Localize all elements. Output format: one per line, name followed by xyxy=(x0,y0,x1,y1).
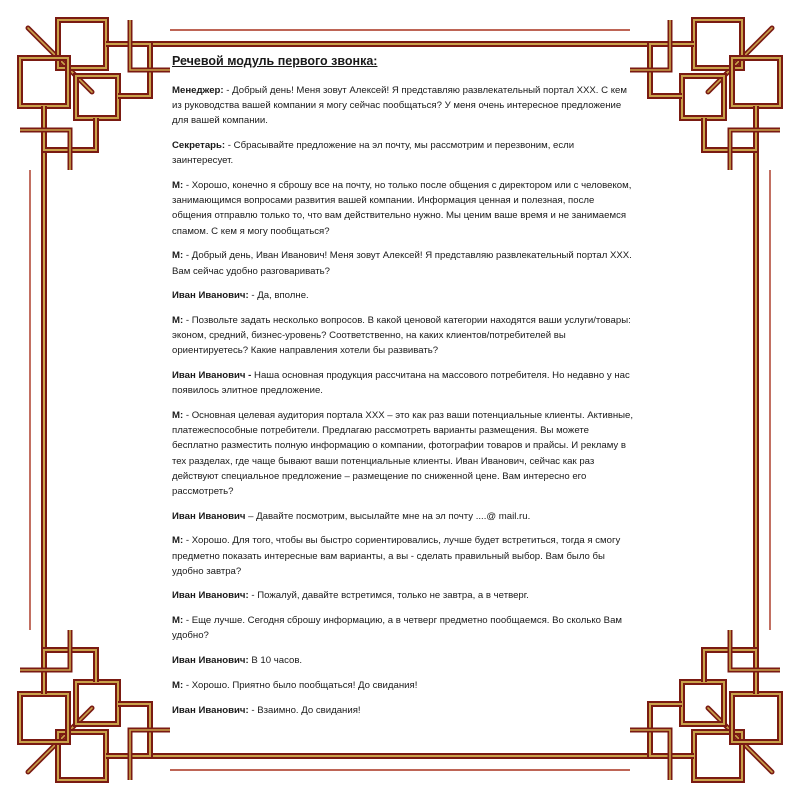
speech-text: - Еще лучше. Сегодня сброшу информацию, а в четверг предметно пообщаемся. Во сколько Вам удобно? xyxy=(172,615,623,642)
speech-text: - Позвольте задать несколько вопросов. В какой ценовой категории находятся ваши услуги/товары: эконом, средний, бизнес-уровень? Соответственно, на каких клиентов/потребителей вы ориентируетесь? Какие направления хотели бы развивать? xyxy=(172,314,631,357)
corner-ornament-bottom-right xyxy=(630,630,780,780)
dialogue-line xyxy=(172,509,634,524)
document-title: Речевой модуль первого звонка: xyxy=(172,54,378,68)
speaker-name: Иван Иванович - xyxy=(172,370,252,382)
speaker-name: Менеджер: xyxy=(172,85,224,96)
speaker-name: Секретарь: xyxy=(172,140,226,152)
speaker-name: Иван Иванович: xyxy=(172,590,249,602)
dialogue-line xyxy=(172,288,634,303)
speech-text: - Да, вполне. xyxy=(248,290,309,302)
dialogue-line xyxy=(172,368,634,398)
dialogue-line xyxy=(172,588,634,603)
speaker-name: М: xyxy=(172,314,184,326)
speaker-name: М: xyxy=(172,409,184,421)
speech-text: В 10 часов. xyxy=(248,655,303,667)
corner-ornament-top-left xyxy=(20,20,170,170)
speaker-name: М: xyxy=(172,535,184,547)
speech-text: - Пожалуй, давайте встретимся, только не завтра, а в четверг. xyxy=(248,590,529,602)
dialogue-line xyxy=(172,138,634,168)
speaker-name: Иван Иванович xyxy=(172,510,246,522)
dialogue-line xyxy=(172,248,634,278)
speech-text: - Сбрасывайте предложение на эл почту, мы рассмотрим и перезвоним, если заинтересует. xyxy=(172,140,575,167)
dialogue-line xyxy=(172,703,634,718)
corner-ornament-top-right xyxy=(630,20,780,170)
speech-text: - Основная целевая аудитория портала XXX – это как раз ваши потенциальные клиенты. Активные, платежеспособные потребители. Предлагаю рассмотреть варианты размещения. Вы можете бесплатно разместить полную информацию о компании, фотографии товаров и прайсы. И рекламу в тех разделах, где чаще бывают ваши потенциальные клиенты. Иван Иванович, сейчас как раз действуют специальное предложение – размещение по сниженной цене. Вам интересно его рассмотреть? xyxy=(172,409,634,497)
speech-text: - Добрый день, Иван Иванович! Меня зовут Алексей! Я представляю развлекательный портал XXX. Вам сейчас удобно разговаривать? xyxy=(172,250,632,277)
speech-text: - Хорошо, конечно я сброшу все на почту, но только после общения с директором или с человеком, занимающимся вопросами развития вашей компании. Информация ценная и полезная, после общения отправлю только то, что вам действительно нужно. Мы ценим ваше время и не занимаемся спамом. С кем я могу пообщаться? xyxy=(172,180,632,237)
speaker-name: Иван Иванович: xyxy=(172,704,249,716)
speaker-name: Иван Иванович: xyxy=(172,290,249,302)
speech-text: - Взаимно. До свидания! xyxy=(248,704,361,716)
speech-text: - Добрый день! Меня зовут Алексей! Я представляю развлекательный портал XXX. С кем из руководства вашей компании я могу сейчас пообщаться? У меня очень интересное предложение для вашей компании. xyxy=(172,85,627,127)
dialogue-line xyxy=(172,83,634,129)
dialogue-line xyxy=(172,678,634,693)
speaker-name: М: xyxy=(172,180,184,192)
speaker-name: Иван Иванович: xyxy=(172,655,249,667)
speech-text: - Хорошо. Приятно было пообщаться! До свидания! xyxy=(183,679,418,691)
corner-ornament-bottom-left xyxy=(20,630,170,780)
dialogue-line xyxy=(172,533,634,579)
dialogue-line xyxy=(172,313,634,359)
document-body xyxy=(172,54,634,727)
dialogue-line xyxy=(172,653,634,668)
speaker-name: М: xyxy=(172,679,184,691)
dialogue-line xyxy=(172,613,634,643)
dialogue-line xyxy=(172,178,634,239)
speech-text: Наша основная продукция рассчитана на массового потребителя. Но недавно у нас появилось элитное предложение. xyxy=(172,370,630,397)
speaker-name: М: xyxy=(172,250,184,262)
dialogue-line xyxy=(172,408,634,499)
dialogue-list xyxy=(172,83,634,718)
speech-text: - Хорошо. Для того, чтобы вы быстро сориентировались, лучше будет встретиться, тогда я смогу предметно показать интересные вам варианты, а вы - сделать правильный выбор. Вам было бы удобно завтра? xyxy=(172,535,621,577)
speaker-name: М: xyxy=(172,615,184,627)
speech-text: – Давайте посмотрим, высылайте мне на эл почту ....@ mail.ru. xyxy=(245,510,531,522)
